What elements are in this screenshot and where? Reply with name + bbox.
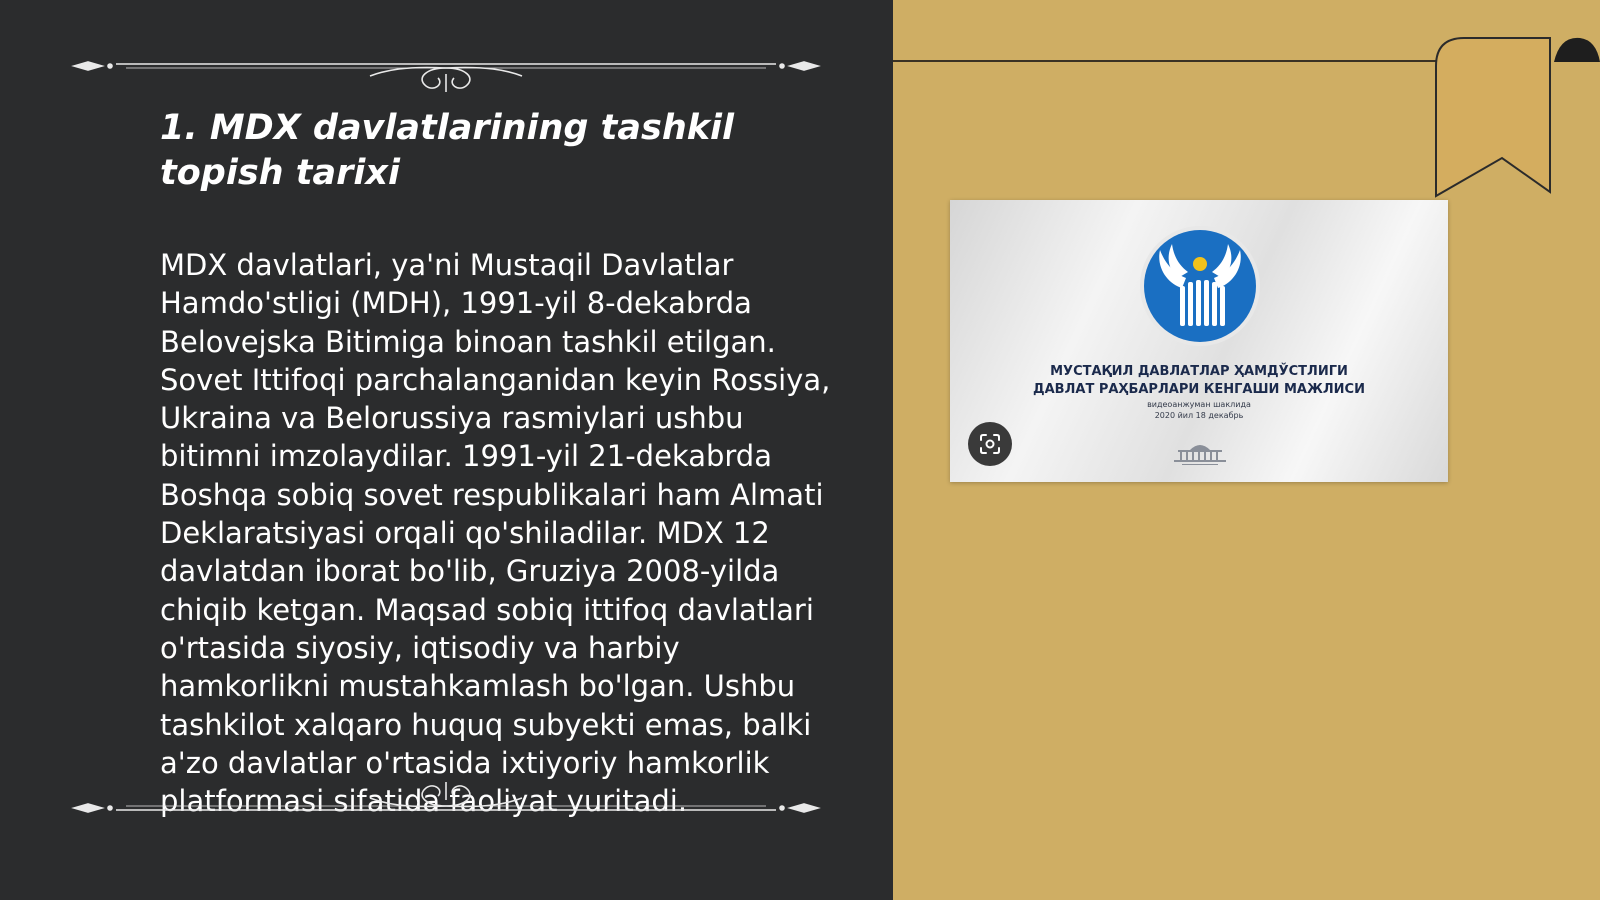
slide-body-text: MDX davlatlari, ya'ni Mustaqil Davlatlar Hamdo'stligi (MDH), 1991-yil 8-dekabrda Belovejska Bitimiga binoan tashkil etilgan. Sovet Ittifoqi parchalanganidan keyin Rossiya, Ukraina va Belorussiya rasmiylari ushbu bitimni imzolaydilar. 1991-yil 21-dekabrda Boshqa sobiq sovet respublikalari ham Almati Deklaratsiyasi orqali qo'shiladilar. MDX 12 davlatdan iborat bo'lib, Gruziya 2008-yilda chiqib ketgan. Maqsad sobiq ittifoq davlatlari o'rtasida siyosiy, iqtisodiy va harbiy hamkorlikni mustahkamlash bo'lgan. Ushbu tashkilot xalqaro huquq subyekti emas, balki a'zo davlatlar o'rtasida ixtiyoriy hamkorlik platformasi sifatida faoliyat yuritadi. <box>160 248 831 819</box>
header-rule <box>893 60 1453 62</box>
top-ornament-divider <box>66 44 826 94</box>
bookmark-decoration <box>1430 34 1600 202</box>
slide-title: 1. MDX davlatlarining tashkil topish tarixi <box>160 108 735 193</box>
cis-summit-image <box>950 200 1448 482</box>
image-caption-line-4: 2020 йил 18 декабрь <box>1154 411 1244 420</box>
building-icon <box>1168 440 1232 466</box>
visual-search-button[interactable] <box>968 422 1012 466</box>
image-caption-line-2: ДАВЛАТ РАҲБАРЛАРИ КЕНГАШИ МАЖЛИСИ <box>1033 382 1365 397</box>
image-caption-line-3: видеоанжуман шаклида <box>1147 400 1251 409</box>
image-caption-line-1: МУСТАҚИЛ ДАВЛАТЛАР ҲАМДЎСТЛИГИ <box>1050 364 1348 379</box>
bottom-ornament-divider <box>66 780 826 830</box>
cis-emblem-icon <box>1138 224 1262 348</box>
visual-search-icon <box>978 432 1002 456</box>
